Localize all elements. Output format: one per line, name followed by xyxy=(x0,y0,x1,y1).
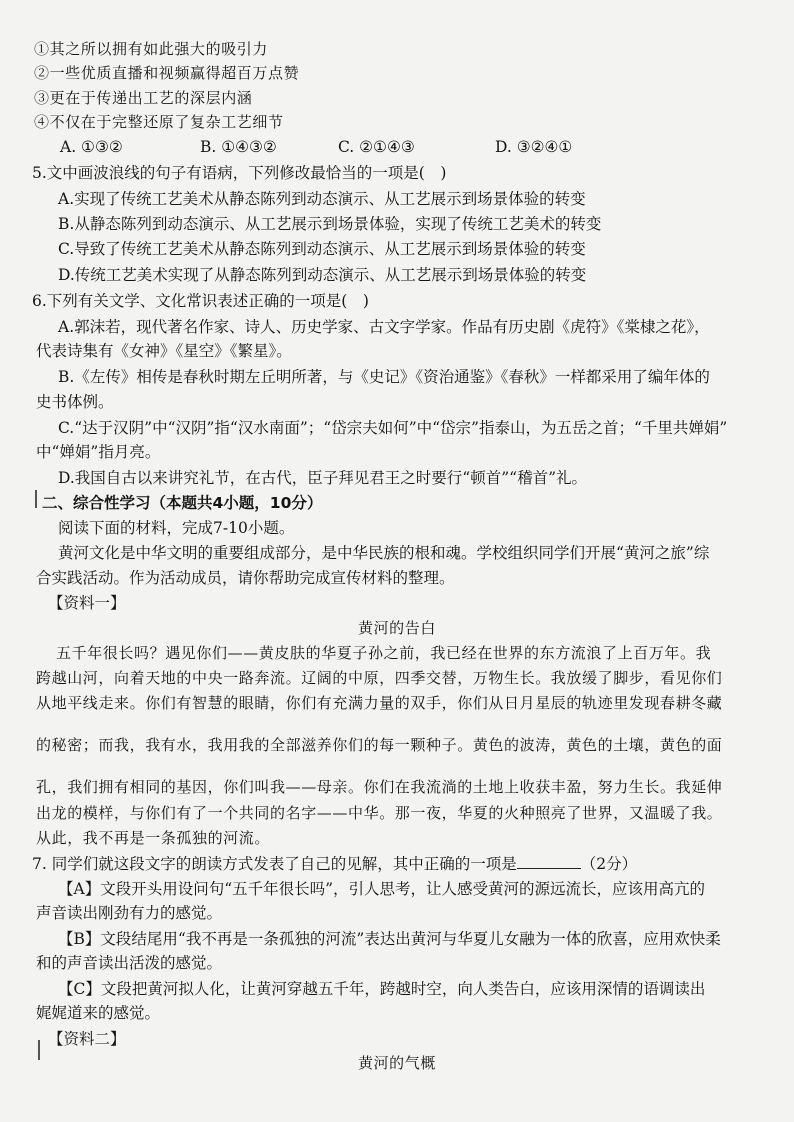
q5-option-a: A.实现了传统工艺美术从静态陈列到动态演示、从工艺展示到场景体验的转变 xyxy=(58,190,586,208)
q6-option-b-line1: B.《左传》相传是春秋时期左丘明所著，与《史记》《资治通鉴》《春秋》一样都采用了编年体的 xyxy=(58,368,710,386)
q7-stem xyxy=(0,852,794,875)
q4-item-4: ④不仅在于完整还原了复杂工艺细节 xyxy=(34,113,284,131)
material2-label: 【资料二】 xyxy=(48,1030,126,1048)
section-heading: 二、综合性学习（本题共4小题，10分） xyxy=(42,494,323,512)
q4-choice-a: A. ①③② xyxy=(60,138,123,156)
q7-option-c-line1: 【C】文段把黄河拟人化，让黄河穿越五千年，跨越时空，向人类告白，应该用深情的语调读出 xyxy=(58,980,706,998)
q7-option-a-line1: 【A】文段开头用设问句“五千年很长吗”，引人思考，让人感受黄河的源远流长，应该用高亢的 xyxy=(58,880,706,898)
q6-option-c-line2: 中“婵娟”指月亮。 xyxy=(36,443,161,461)
answer-blank[interactable] xyxy=(517,852,581,869)
q4-item-3: ③更在于传递出工艺的深层内涵 xyxy=(34,89,253,107)
q6-option-b-line2: 史书体例。 xyxy=(36,393,114,411)
q5-stem: 5.文中画波浪线的句子有语病，下列修改最恰当的一项是( ) xyxy=(32,164,447,182)
q4-item-2: ②一些优质直播和视频赢得超百万点赞 xyxy=(34,64,300,82)
q7-option-c-line2: 娓娓道来的感觉。 xyxy=(36,1004,161,1022)
q7-stem-text: 7. 同学们就这段文字的朗读方式发表了自己的见解，其中正确的一项是 xyxy=(32,855,517,873)
q7-option-b-line2: 和的声音读出活泼的感觉。 xyxy=(36,954,223,972)
q7-score: （2分） xyxy=(580,855,638,873)
poem-line: 五千年很长吗？遇见你们——黄皮肤的华夏子孙之前，我已经在世界的东方流浪了上百万年。我 xyxy=(56,644,712,662)
q7-option-a-line2: 声音读出刚劲有力的感觉。 xyxy=(36,904,223,922)
material1-label: 【资料一】 xyxy=(48,594,126,612)
q6-stem: 6.下列有关文学、文化常识表述正确的一项是( ) xyxy=(32,292,369,310)
poem-line: 孔，我们拥有相同的基因，你们叫我——母亲。你们在我流淌的土地上收获丰盈，努力生长。我延伸 xyxy=(36,778,723,796)
q4-choice-c: C. ②①④③ xyxy=(338,138,415,156)
q6-option-a-line2: 代表诗集有《女神》《星空》《繁星》。 xyxy=(36,342,292,360)
section-instruction: 阅读下面的材料，完成7-10小题。 xyxy=(58,519,295,537)
q4-item-1: ①其之所以拥有如此强大的吸引力 xyxy=(34,40,269,58)
poem-line: 出龙的模样，与你们有了一个共同的名字——中华。那一夜，华夏的火种照亮了世界，又温暖了我。 xyxy=(36,804,723,822)
section-intro-line1: 黄河文化是中华文明的重要组成部分，是中华民族的根和魂。学校组织同学们开展“黄河之旅”综 xyxy=(58,544,710,562)
q5-option-d: D.传统工艺美术实现了从静态陈列到动态演示、从工艺展示到场景体验的转变 xyxy=(58,266,587,284)
poem-line: 从地平线走来。你们有智慧的眼睛，你们有充满力量的双手，你们从日月星辰的轨迹里发现春耕冬藏 xyxy=(36,694,723,712)
q5-option-b: B.从静态陈列到动态演示、从工艺展示到场景体验，实现了传统工艺美术的转变 xyxy=(58,215,602,233)
q4-choice-b: B. ①④③② xyxy=(200,138,277,156)
q6-option-c-line1: C.“达于汉阴”中“汉阴”指“汉水南面”；“岱宗夫如何”中“岱宗”指泰山，为五岳之首；“千里共婵娟” xyxy=(58,419,728,437)
q4-choice-d: D. ③②④① xyxy=(495,138,573,156)
poem-line: 跨越山河，向着天地的中央一路奔流。辽阔的中原，四季交替，万物生长。我放缓了脚步，看见你们 xyxy=(36,669,723,687)
q7-option-b-line1: 【B】文段结尾用“我不再是一条孤独的河流”表达出黄河与华夏儿女融为一体的欣喜，应用欢快柔 xyxy=(58,930,721,948)
q6-option-d: D.我国自古以来讲究礼节，在古代，臣子拜见君王之时要行“顿首”“稽首”礼。 xyxy=(58,469,588,487)
section-intro-line2: 合实践活动。作为活动成员，请你帮助完成宣传材料的整理。 xyxy=(36,569,455,587)
q6-option-a-line1: A.郭沫若，现代著名作家、诗人、历史学家、古文字学家。作品有历史剧《虎符》《棠棣之花》， xyxy=(58,318,710,336)
material2-title: 黄河的气概 xyxy=(357,1054,436,1072)
q5-option-c: C.导致了传统工艺美术从静态陈列到动态演示、从工艺展示到场景体验的转变 xyxy=(58,240,586,258)
poem-line: 的秘密；而我，我有水，我用我的全部滋养你们的每一颗种子。黄色的波涛，黄色的土壤，黄色的面 xyxy=(36,736,723,754)
poem-title: 黄河的告白 xyxy=(357,619,436,637)
poem-line: 从此，我不再是一条孤独的河流。 xyxy=(36,829,271,847)
